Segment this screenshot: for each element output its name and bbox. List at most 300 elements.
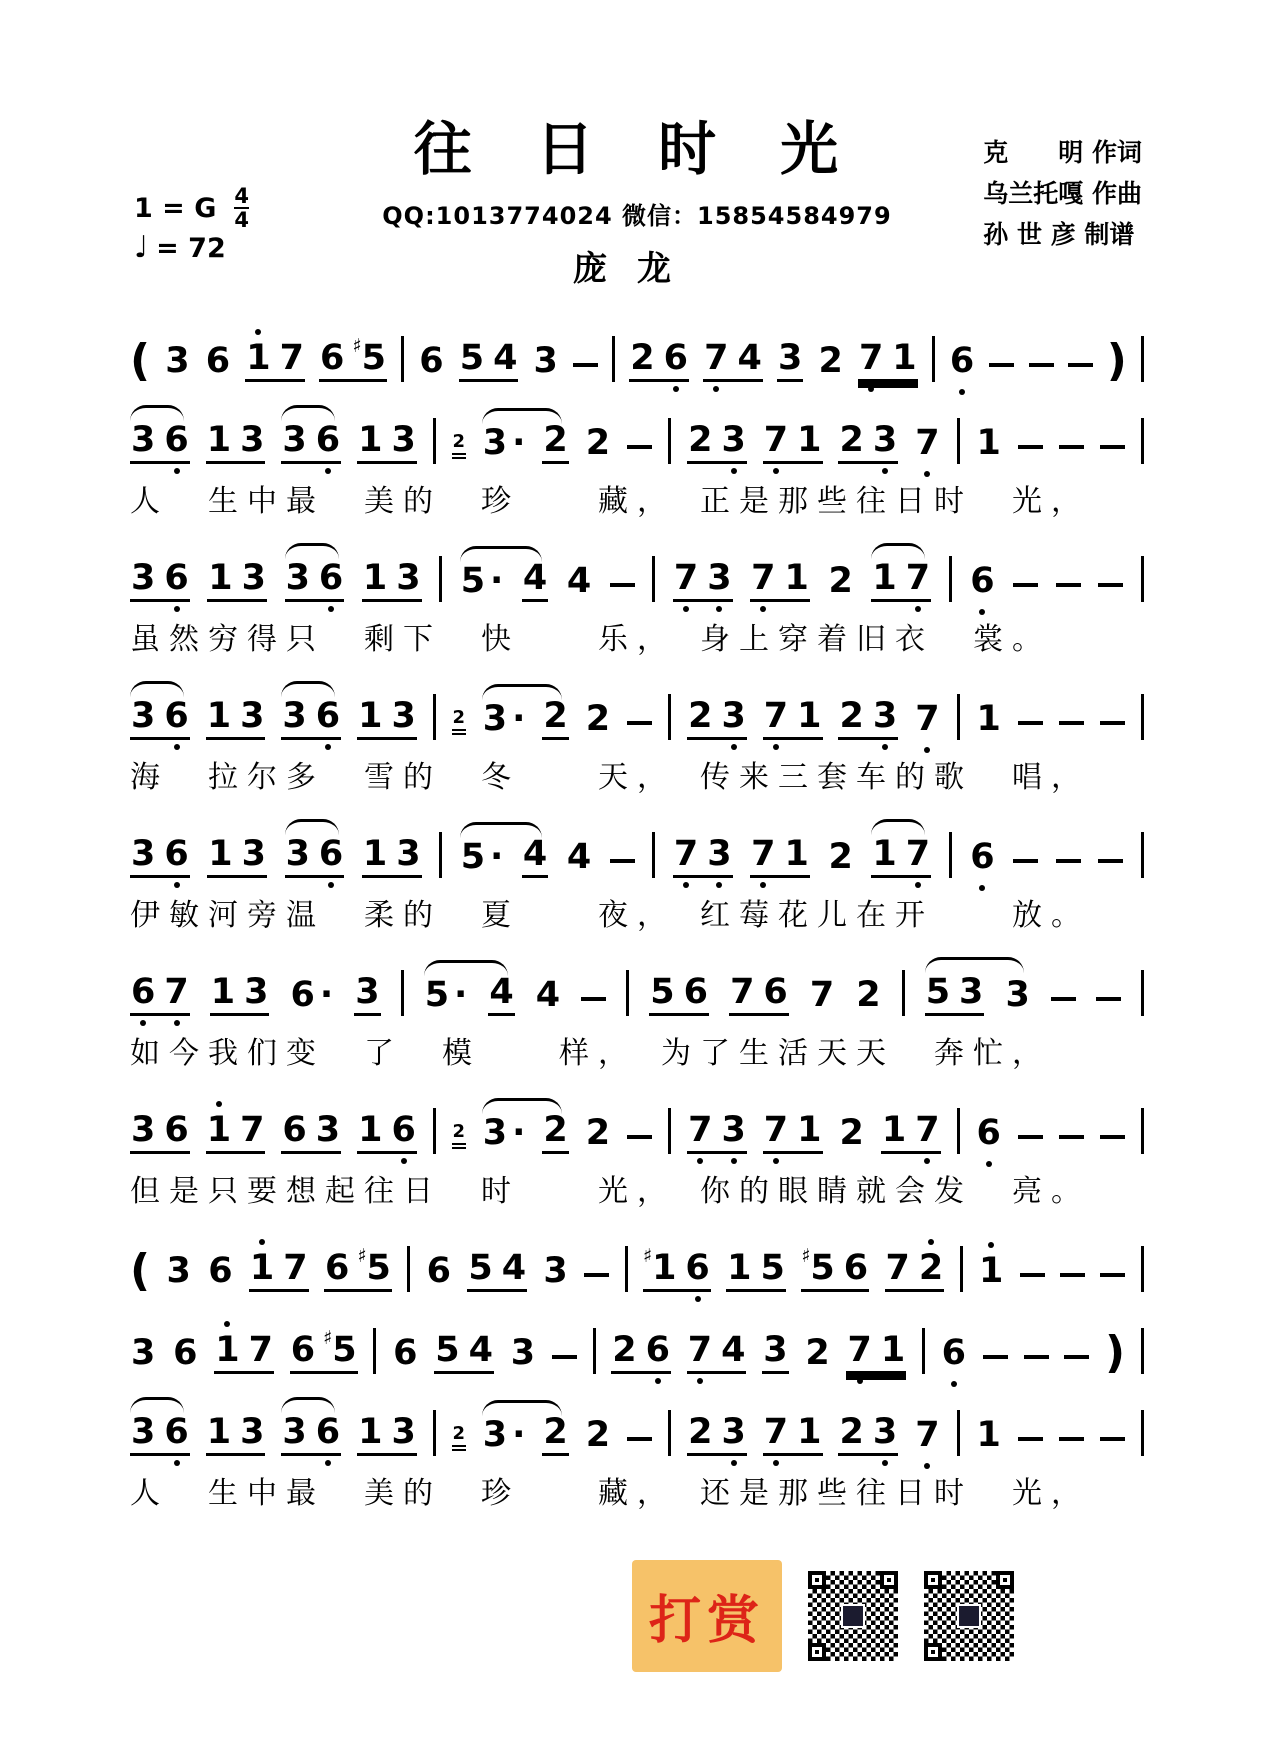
note [872,557,897,598]
note [847,1329,872,1370]
barline [668,1108,671,1154]
note-cluster [726,1247,786,1292]
note [460,836,504,877]
barline [433,418,436,464]
note-cluster [362,557,422,602]
note-cluster [976,698,1002,740]
music-line [130,694,1144,740]
note [763,971,788,1012]
note [279,337,304,378]
note [585,1414,611,1455]
note-digit: 2 [818,340,843,381]
note-cluster [249,1247,309,1292]
note-digit: 3 [244,971,269,1012]
score-body [130,336,1144,1512]
duration-dash [1051,997,1076,1001]
note [533,340,558,381]
note [612,1329,637,1370]
slur-arc [130,681,184,697]
note-cluster [130,695,190,740]
qr-finder-icon [808,1571,826,1589]
note [721,1329,746,1370]
note [315,1411,341,1452]
footer [130,1560,1144,1672]
note [535,974,561,1015]
note-cluster [827,560,853,602]
qr-finder-icon [924,1643,942,1661]
note-cluster [969,560,995,602]
octave-dot-below [731,744,737,750]
note-cluster [827,836,853,878]
note-cluster [542,1250,568,1292]
octave-dot-below [697,1378,703,1384]
duration-dash [1056,583,1081,587]
note-cluster [838,695,898,740]
note-digit: 7 [858,337,884,378]
note-cluster [703,337,763,382]
note-cluster [838,1112,864,1154]
note-digit: 6 [315,695,341,736]
note [164,419,189,460]
note [131,833,156,874]
note-digit: 4 [522,557,548,598]
note-digit: 2 [839,1112,864,1153]
note-digit: 3 [707,557,732,598]
barline [1141,418,1144,464]
note [358,695,383,736]
note-cluster [855,974,881,1016]
note-digit: 7 [751,833,776,874]
octave-dot-below [857,1378,863,1384]
note-cluster [542,695,568,740]
note [501,1247,527,1288]
slur-arc [281,405,335,421]
note [352,334,386,378]
lyrics-line: 人 生中最 美的 珍 藏， 正是那些往日时 光， [130,483,1090,519]
note-digit: 7 [730,971,755,1012]
octave-dot-below [401,1158,407,1164]
duration-dash [1100,1135,1125,1139]
note-digit: 2 [828,560,853,601]
close-paren: ) [1105,1326,1126,1378]
note [131,1332,156,1373]
note [241,833,266,874]
note-digit: 1 [784,833,809,874]
augmentation-dot: · [319,974,334,1015]
note [131,971,156,1012]
qr-finder-icon [996,1571,1014,1589]
note [688,419,713,460]
note [763,419,789,460]
note-cluster [585,1414,611,1456]
note [1005,974,1030,1015]
qr-finder-icon [880,1571,898,1589]
octave-dot-below [683,882,689,888]
note-digit: 1 [978,1250,1004,1291]
note [131,419,156,460]
octave-dot-below [773,744,779,750]
note-cluster [804,1332,830,1374]
note-digit: 2 [543,1109,568,1150]
artist-name: 庞龙 [573,248,701,289]
note [240,1109,265,1150]
note-cluster [324,1244,392,1292]
note-cluster [969,836,995,878]
note [763,1411,789,1452]
note [925,971,951,1012]
credit-composer: 乌兰托嘎 作曲 [983,179,1142,208]
note-digit: 5 [810,1247,835,1288]
duration-dash [1013,583,1038,587]
note [210,971,236,1012]
note [688,1411,713,1452]
note [315,695,341,736]
note [543,1109,568,1150]
note-digit: 3 [131,557,156,598]
note [424,974,468,1015]
note-digit: 3 [533,340,558,381]
slur-arc [871,543,925,559]
barline [949,832,952,878]
note [166,1250,191,1291]
duration-dash [1068,363,1093,367]
duration-dash [627,1135,652,1139]
note-digit: 7 [763,419,789,460]
note [751,557,776,598]
duration-dash [1029,363,1054,367]
barline [957,694,960,740]
barline [1141,694,1144,740]
key-tempo-block [134,186,249,266]
note-cluster [976,422,1002,464]
note [282,695,307,736]
octave-dot-above [216,1101,222,1107]
note-cluster [290,974,335,1016]
note-cluster [687,1329,747,1374]
note [905,557,931,598]
note-cluster [858,337,918,382]
note-digit: 1 [881,1109,907,1150]
note [805,1332,830,1373]
note-digit: 6 [164,557,189,598]
note [468,1247,493,1288]
note [131,1411,156,1452]
duration-dash [627,1437,652,1441]
note-digit: 3 [482,1414,508,1455]
note [797,695,822,736]
note-digit: 2 [585,422,611,463]
note [872,695,898,736]
barline [439,556,442,602]
qr-code-1 [808,1571,898,1661]
note-digit: 3 [396,833,421,874]
slur-arc [281,1397,335,1413]
note [818,340,843,381]
octave-dot-below [882,744,888,750]
note-cluster [424,974,469,1016]
note-digit: 3 [240,419,265,460]
credit-arranger: 孙 世 彦 制谱 [983,220,1135,249]
note [707,557,732,598]
note-digit: 6 [419,340,444,381]
octave-dot-below [868,386,874,392]
octave-dot-below [760,882,766,888]
octave-dot-below [683,606,689,612]
duration-dash [1100,1437,1125,1441]
meter-change-line [452,453,466,455]
note-cluster [319,334,387,382]
sharp-icon: ♯ [323,1326,333,1349]
octave-dot-below [915,606,921,612]
duration-dash [1018,721,1043,725]
note [282,1109,307,1150]
note-digit: 2 [612,1329,637,1370]
duration-dash [1020,1273,1045,1277]
note-cluster [207,557,267,602]
octave-dot-above [928,1239,934,1245]
open-paren: ( [130,1244,151,1296]
duration-dash [1096,997,1121,1001]
note-digit: 1 [797,419,822,460]
note [566,560,592,601]
octave-dot-below [174,744,180,750]
note-cluster [482,1112,527,1154]
barline [433,1108,436,1154]
note [459,337,485,378]
note-digit: 1 [362,557,388,598]
note-digit: 3 [482,698,508,739]
note-digit: 6 [164,695,189,736]
augmentation-dot: · [490,560,504,601]
note [683,971,709,1012]
note-digit: 6 [391,1109,416,1150]
augmentation-dot: · [454,974,468,1015]
note-digit: 3 [131,833,156,874]
note-cluster [522,833,548,878]
note [396,557,421,598]
note [208,833,233,874]
note-digit: 3 [721,1411,746,1452]
note-digit: 7 [248,1329,273,1370]
note-cluster [357,1109,417,1154]
meter-change-line [452,1449,466,1451]
note-digit: 3 [777,337,803,378]
note [206,419,232,460]
note-digit: 5 [424,974,450,1015]
note [324,1247,350,1288]
note [393,1332,418,1373]
note [585,1112,611,1153]
note-digit: 1 [872,833,897,874]
note [839,419,864,460]
note-digit: 3 [285,833,310,874]
note [721,419,746,460]
note-digit: 6 [173,1332,198,1373]
note-digit: 4 [501,1247,527,1288]
note [391,695,416,736]
barline [949,556,952,602]
note-cluster [130,1332,156,1374]
note-digit: 6 [315,1411,341,1452]
note-digit: 3 [872,695,898,736]
note-digit: 3 [391,419,416,460]
duration-dash [1018,1135,1043,1139]
note [131,557,156,598]
duration-dash [1100,1273,1125,1277]
note-cluster [925,971,985,1016]
note [320,337,345,378]
barline [1141,1410,1144,1456]
note-digit: 7 [885,1247,910,1288]
note-digit: 7 [905,557,931,598]
octave-dot-above [224,1321,230,1327]
duration-dash [610,859,635,863]
note [843,1247,869,1288]
octave-dot-below [773,468,779,474]
note [727,1247,752,1288]
note-digit: 2 [543,1411,568,1452]
note-cluster [914,1414,940,1456]
note-digit: 7 [283,1247,308,1288]
octave-dot-below [731,1158,737,1164]
note-digit: 6 [685,1247,710,1288]
octave-dot-below [924,471,930,477]
note-digit: 1 [358,695,383,736]
note [797,1411,822,1452]
music-line [130,1244,1144,1296]
note [704,337,729,378]
note-cluster [357,695,417,740]
note-digit: 4 [535,974,561,1015]
note [435,1329,460,1370]
note-cluster [777,337,803,382]
note [482,1112,526,1153]
note-cluster [729,971,789,1016]
note [426,1250,451,1291]
note-cluster [976,1414,1002,1456]
reward-button[interactable]: 打赏 [632,1560,782,1672]
note [721,1411,746,1452]
note-digit: 2 [585,1112,611,1153]
note [240,1411,265,1452]
note-digit: 4 [566,560,592,601]
note-cluster [949,340,975,382]
duration-dash [610,583,635,587]
meter-denominator: 4 [234,208,249,232]
note-digit: 1 [208,833,233,874]
note-cluster [649,971,709,1016]
note-cluster [642,1244,711,1292]
qr-finder-icon [924,1571,942,1589]
music-line [130,970,1144,1016]
octave-dot-below [328,606,334,612]
note-cluster [426,1250,452,1292]
note [244,971,269,1012]
note [905,833,931,874]
note-digit: 6 [164,833,189,874]
note [206,1411,232,1452]
note [164,971,189,1012]
duration-dash [1056,859,1081,863]
time-signature [234,186,249,231]
note-digit: 7 [164,971,189,1012]
note [642,1244,677,1288]
note [215,1329,240,1370]
note [482,422,526,463]
note-cluster [801,1244,869,1292]
duration-dash [1098,859,1123,863]
meter-change-numerator: 2 [452,430,466,452]
credits-block [983,132,1142,255]
octave-dot-below [325,1460,331,1466]
note-digit: 7 [240,1109,265,1150]
note-cluster [542,1411,568,1456]
duration-dash [983,1355,1008,1359]
note-digit: 3 [315,1109,341,1150]
music-line [130,1108,1144,1154]
meter-change-2-4 [452,706,466,735]
note [685,1247,710,1288]
note [941,1332,967,1373]
note-digit: 5 [460,836,486,877]
meter-change-2-4 [452,430,466,459]
note [970,560,995,601]
note-cluster [914,422,940,464]
note-digit: 3 [240,1411,265,1452]
note-digit: 1 [652,1247,677,1288]
note-digit: 3 [872,419,898,460]
note-digit: 7 [915,1414,940,1455]
note [290,1329,316,1370]
note-digit: 6 [976,1112,1001,1153]
meter-change-2-4 [452,1120,466,1149]
note-cluster [611,1329,671,1374]
meter-change-line [452,733,466,735]
note-digit: 6 [949,340,975,381]
note-cluster [838,1411,898,1456]
meter-change-numerator: 2 [452,1120,466,1142]
note-cluster [207,1250,233,1292]
note-digit: 3 [482,1112,508,1153]
music-line [130,1326,1144,1378]
note [959,971,984,1012]
octave-dot-below [924,1158,930,1164]
octave-dot-below [951,1381,957,1387]
sharp-icon: ♯ [352,334,362,357]
note-digit: 6 [645,1329,671,1370]
note [650,971,675,1012]
music-line [130,1410,1144,1456]
note [282,1411,307,1452]
note [585,422,611,463]
octave-dot-below [986,1161,992,1167]
meter-change-numerator: 2 [452,1422,466,1444]
note-cluster [281,1411,341,1456]
meter-change-line [452,1445,466,1447]
octave-dot-below [325,468,331,474]
slur-arc [130,405,184,421]
note-digit: 2 [688,1411,713,1452]
credit-lyricist: 克 明 作词 [983,138,1142,167]
note-digit: 6 [282,1109,307,1150]
note-cluster [130,833,190,878]
note [358,1109,383,1150]
barline [957,1410,960,1456]
contact-info: QQ:1013774024 微信：15854584979 [382,201,892,230]
note-digit: 7 [763,1109,789,1150]
note-digit: 5 [460,560,486,601]
lyrics-line: 但是只要想起往日 时 光， 你的眼睛就会发 亮。 [130,1173,1090,1209]
